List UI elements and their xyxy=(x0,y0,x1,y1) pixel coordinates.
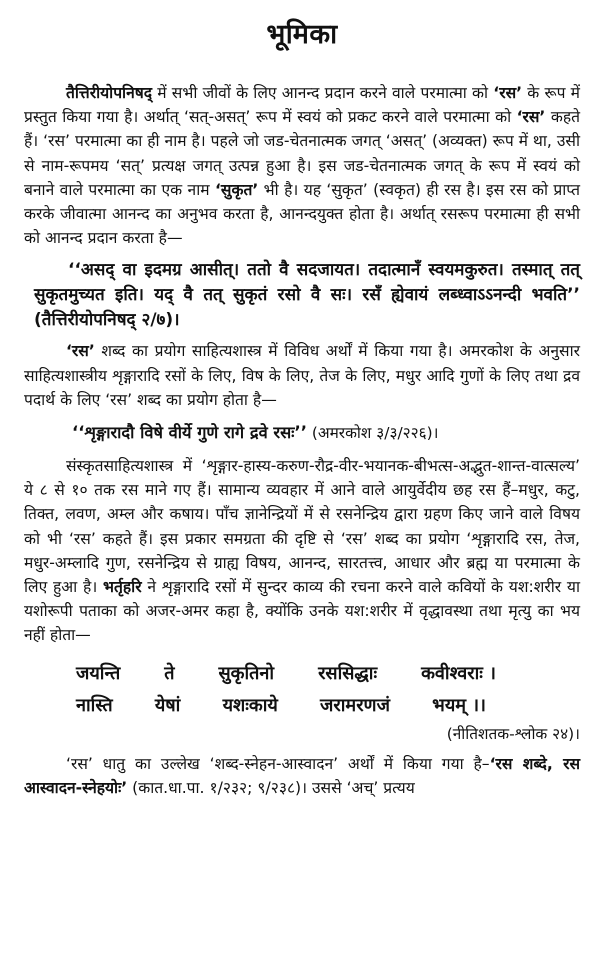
quote-taittiriya: ‘‘असद् वा इदमग्र आसीत्। ततो वै सदजायत। तदात्मानँ स्वयमकुरुत। तस्मात् तत् सुकृतमुच्यत इति। यद् वै तत् सुकृतं रसो वै सः। रसँ ह्येवायं लब्ध्वाऽऽनन्दी भवति’’ (तैत्तिरीयोपनिषद् २/७)। xyxy=(34,260,580,331)
paragraph-rasa-types xyxy=(24,454,580,648)
verse-nitishataka xyxy=(24,658,580,722)
text-run: भी है। यह ‘सुकृत’ (स्वकृत) ही रस है। इस रस को प्राप्त करके जीवात्मा आनन्द का अनुभव करता है, आनन्दयुक्त होता है। अर्थात् रसरूप परमात्मा ही सभी को आनन्द प्रदान करता है— xyxy=(24,180,580,248)
quote-text: ‘‘शृङ्गारादौ विषे वीर्ये गुणे रागे द्रवे रसः’’ xyxy=(72,423,307,443)
text-run: ने शृङ्गारादि रसों में सुन्दर काव्य की रचना करने वाले कवियों के यश:शरीर या यशोरूपी पताका को अजर-अमर कहा है, क्योंकि उनके यश:शरीर में वृद्धावस्था तथा मृत्यु का भय नहीं होता— xyxy=(24,578,580,645)
term-taittiriyopanishad: तैत्तिरीयोपनिषद् xyxy=(66,84,153,102)
term-rasa-dhatu: ‘रस शब्दे, रस आस्वादन-स्नेहयोः’ xyxy=(24,754,580,797)
verse-word: जरामरणजं xyxy=(320,694,390,716)
quote-amarakosha xyxy=(24,420,580,446)
page-title: भूमिका xyxy=(266,19,338,50)
verse-line-1 xyxy=(24,658,580,690)
verse-line-2 xyxy=(24,690,580,722)
text-run: कहते हैं। ‘रस’ परमात्मा का ही नाम है। पहले जो जड-चेतनात्मक जगत् ‘असत्’ (अव्यक्त) रूप में था, उसी से नाम-रूपमय ‘सत्’ प्रत्यक्ष जगत् उत्पन्न हुआ है। इस जड-चेतनात्मक जगत् के रूप में स्वयं को बनाने वाले परमात्मा का एक नाम xyxy=(24,108,580,199)
text-run: में सभी जीवों के लिए आनन्द प्रदान करने वाले परमात्मा को xyxy=(152,84,494,102)
term-rasa: ‘रस’ xyxy=(66,342,95,361)
text-run: शब्द का प्रयोग साहित्यशास्त्र में विविध अर्थों में किया गया है। अमरकोश के अनुसार साहित्यशास्त्रीय शृङ्गारादि रसों के लिए, विष के लिए, तेज के लिए, मधुर आदि गुणों के लिए तथा द्रव पदार्थ के लिए ‘रस’ शब्द का प्रयोग होता है— xyxy=(24,342,580,409)
verse-word: येषां xyxy=(154,694,181,716)
verse-word: ते xyxy=(164,662,175,684)
text-run: ‘रस’ धातु का उल्लेख ‘शब्द-स्नेहन-आस्वादन’ अर्थों में किया गया है– xyxy=(66,754,490,773)
term-sukrita: ‘सुकृत’ xyxy=(215,180,259,199)
text-run: संस्कृतसाहित्यशास्त्र में ‘शृङ्गार-हास्य-करुण-रौद्र-वीर-भयानक-बीभत्स-अद्भुत-शान्त-वात्सल्य’ ये ८ से १० तक रस माने गए हैं। सामान्य व्यवहार में आने वाले आयुर्वेदीय छह रस हैं–मधुर, कटु, तिक्त, लवण, अम्ल और कषाय। पाँच ज्ञानेन्द्रियों में से रसनेन्द्रिय द्वारा ग्रहण किए जाने वाले विषय को भी ‘रस’ कहते हैं। इस प्रकार समग्रता की दृष्टि से ‘रस’ शब्द का प्रयोग ‘शृङ्गारादि रस, तेज, मधुर-अम्लादि गुण, रसनेन्द्रिय से ग्राह्य विषय, आनन्द, सारतत्त्व, आधार और ब्रह्म या परमात्मा के लिए हुआ है। xyxy=(24,457,580,597)
verse-word: कवीश्वराः । xyxy=(421,662,496,684)
text-run: (कात.धा.पा. १/२३२; ९/२३८)। उससे ‘अच्’ प्रत्यय xyxy=(127,778,415,797)
term-bhartrihari: भर्तृहरि xyxy=(103,578,142,597)
term-rasa: ‘रस’ xyxy=(516,108,546,127)
paragraph-rasa-usage xyxy=(24,339,580,412)
verse-word: यशःकाये xyxy=(222,694,278,716)
verse-word: नास्ति xyxy=(76,694,113,716)
text-run: के रूप में प्रस्तुत किया गया है। अर्थात् ‘सत्-असत्’ रूप में स्वयं को प्रकट करने वाले परमात्मा को xyxy=(24,84,580,127)
quote-source: (अमरकोश ३/३/२२६)। xyxy=(306,424,439,443)
term-rasa: ‘रस’ xyxy=(493,84,523,102)
verse-citation: (नीतिशतक-श्लोक २४)। xyxy=(446,724,580,743)
paragraph-rasa-dhatu xyxy=(24,752,580,800)
document-page xyxy=(24,0,580,800)
paragraph-rasa-taittiriya xyxy=(24,81,580,250)
verse-word: भयम् ।। xyxy=(432,694,486,716)
verse-word: जयन्ति xyxy=(76,662,121,684)
verse-word: रससिद्धाः xyxy=(318,662,378,684)
verse-word: सुकृतिनो xyxy=(218,662,275,684)
